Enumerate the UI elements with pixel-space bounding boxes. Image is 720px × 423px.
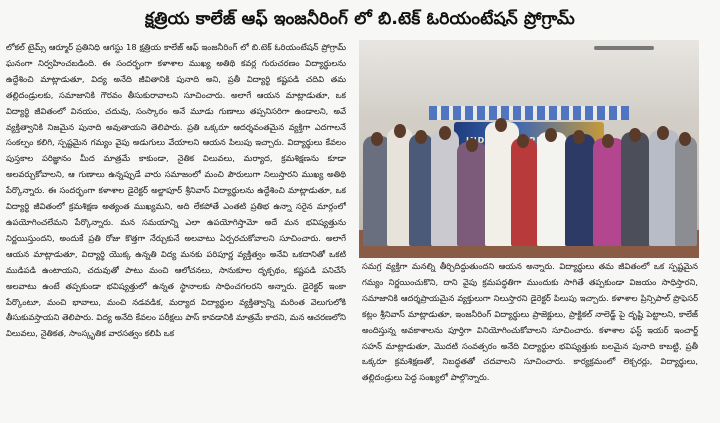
person-head (545, 128, 557, 142)
person-figure (675, 136, 697, 246)
person-head (371, 132, 383, 146)
person-head (394, 124, 406, 138)
person-figure (537, 132, 567, 246)
event-photo (359, 40, 699, 258)
person-figure (457, 142, 487, 246)
ceiling-fan-shape (594, 46, 654, 50)
person-figure (431, 130, 459, 246)
person-head (466, 138, 478, 152)
article-paragraph: సమగ్ర వ్యక్తిగా మనల్ని తీర్చిదిద్దుతుందని ఆయన అన్నారు. విద్యార్థులు తమ జీవితంలో ఒక స్పష్టమైన గమ్యం నిర్ణయించుకొని, దాని వైపు క్రమపద్ధతిగా ముందుకు సాగితే తప్పకుండా విజయం సాధిస్తారని, సమాజానికి ఆదర్శప్రాయమైన వ్యక్తులుగా నిలుస్తారని డైరెక్టర్ పిలుపు ఇచ్చారు. కళాశాల ప్రిన్సిపాల్ ప్రొఫెసర్ కట్లం శ్రీనివాస్ మాట్లాడుతూ, ఇంజనీరింగ్ విద్యార్థులు ప్రాజెక్టులు, ప్రాక్టికల్ నాలెడ్జ్ పై దృష్టి పెట్టాలని, కాలేజ్ అందిస్తున్న అవకాశాలను పూర్తిగా వినియోగించుకోవాలని సూచించారు. కళాశాల ఫస్ట్ ఇయర్ ఇంచార్జ్ సహన్ మాట్లాడుతూ, మొదటి సంవత్సరం అనేది విద్యార్థుల భవిష్యత్తుకు బలమైన పునాది కాబట్టి, ప్రతీ ఒక్కరూ క్రమశిక్షణతో, నిబద్ధతతో చదవాలని సూచించారు. కార్యక్రమంలో లెక్చరర్లు, విద్యార్థులు, తల్లిదండ్రులు పెద్ద సంఖ్యలో పాల్గొన్నారు. (362, 261, 698, 383)
person-head (517, 134, 529, 148)
person-head (495, 118, 507, 132)
article-column-left (6, 40, 346, 420)
article-paragraph: లోకల్ టైమ్స్ ఆర్మూర్ ప్రతినిధి ఆగస్టు 18 క్షత్రియ కాలేజ్ ఆఫ్ ఇంజనీరింగ్ లో బి.టెక్ ఓరియంటేషన్ ప్రోగ్రామ్ ఘనంగా నిర్వహించబడింది. ఈ సందర్భంగా కళాశాల ముఖ్య అతిథి కవర్ల గురుచరణం విద్యార్థులను ఉద్దేశించి మాట్లాడుతూ, విద్య అనేది జీవితానికి పునాది అని, ప్రతీ విద్యార్థి కష్టపడి చదివి తమ తల్లిదండ్రులకు, సమాజానికి గౌరవం తీసుకురావాలని సూచించారు. అలాగే ఆయన మాట్లాడుతూ, ఒక విద్యార్థి జీవితంలో వినయం, చదువు, సంస్కారం అనే మూడు గుణాలు తప్పనిసరిగా ఉండాలని, అవే వ్యక్తిత్వానికి నిజమైన పునాది అవుతాయని తెలిపారు. ప్రతి ఒక్కరూ ఆదర్శవంతమైన వ్యక్తిగా ఎదగాలనే సంకల్పం కలిగి, స్పష్టమైన గమ్యం వైపు అడుగులు వేయాలని ఆయన పిలుపు ఇచ్చారు. విద్యార్థులు కేవలం పుస్తకాల పరిజ్ఞానం మీద మాత్రమే కాకుండా, నైతిక విలువలు, మర్యాద, క్రమశిక్షణను కూడా అలవర్చుకోవాలని, ఆ గుణాలు ఉన్నప్పుడే వారు సమాజంలో మంచి పౌరులుగా నిలుస్తారని ముఖ్య అతిథి పేర్కొన్నారు. ఈ సందర్భంగా కళాశాల డైరెక్టర్ అల్జాపూర్ శ్రీనివాస్ విద్యార్థులను ఉద్దేశించి మాట్లాడుతూ, ఒక విద్యార్థి జీవితంలో క్రమశిక్షణ అత్యంత ముఖ్యమని, అది లేకపోతే ఎంతటి ప్రతిభ ఉన్నా సరైన మార్గంలో ఉపయోగించలేమని పేర్కొన్నారు. మన సమయాన్ని ఎలా ఉపయోగిస్తామో అదే మన భవిష్యత్తును నిర్ణయిస్తుందని, అందుకే ప్రతి రోజు కొత్తగా నేర్చుకునే అలవాటు ఏర్పరచుకోవాలని సూచించారు. అలాగే ఆయన మాట్లాడుతూ, విద్యార్థి యొక్క ఉన్నతి విద్య మనకు పరిపూర్ణ వ్యక్తిత్వం అనేవి ఒకదానితో ఒకటి ముడిపడి ఉంటాయని, చదువుతో పాటు మంచి ఆలోచనలు, సానుకూల దృక్పథం, కష్టపడి పనిచేసే అలవాటు ఉంటే తప్పకుండా భవిష్యత్తులో ఉన్నత స్థానాలకు సాధించగలరని అన్నారు. డైరెక్టర్ ఇంకా పేర్కొంటూ, మంచి భావాలు, మంచి నడవడిక, మర్యాద విద్యార్థుల వ్యక్తిత్వాన్ని మరింత వెలుగులోకి తీసుకువస్తాయని తెలిపారు. విద్య అనేది కేవలం పరీక్షలు పాస్ కావడానికి మాత్రమే కాదని, మన ఆచరణలోని విలువలు, నైతికత, సాంస్కృతిక వారసత్వం కలిపి ఒక (6, 42, 346, 339)
photo-ceiling (359, 40, 699, 110)
flower-decoration (429, 106, 629, 120)
person-figure (621, 132, 649, 246)
person-figure (565, 134, 595, 246)
person-head (439, 126, 451, 140)
person-head (415, 130, 427, 144)
person-head (657, 126, 669, 140)
person-head (629, 128, 641, 142)
person-head (602, 134, 614, 148)
article-headline: క్షత్రియ కాలేజ్ ఆఫ్ ఇంజనీరింగ్ లో బి.టెక్ ఓరియంటేషన్ ప్రోగ్రామ్ (145, 9, 575, 29)
person-figure (511, 138, 537, 246)
article-column-right (362, 259, 698, 419)
person-figure (409, 134, 433, 246)
person-head (679, 132, 691, 146)
person-head (573, 130, 585, 144)
